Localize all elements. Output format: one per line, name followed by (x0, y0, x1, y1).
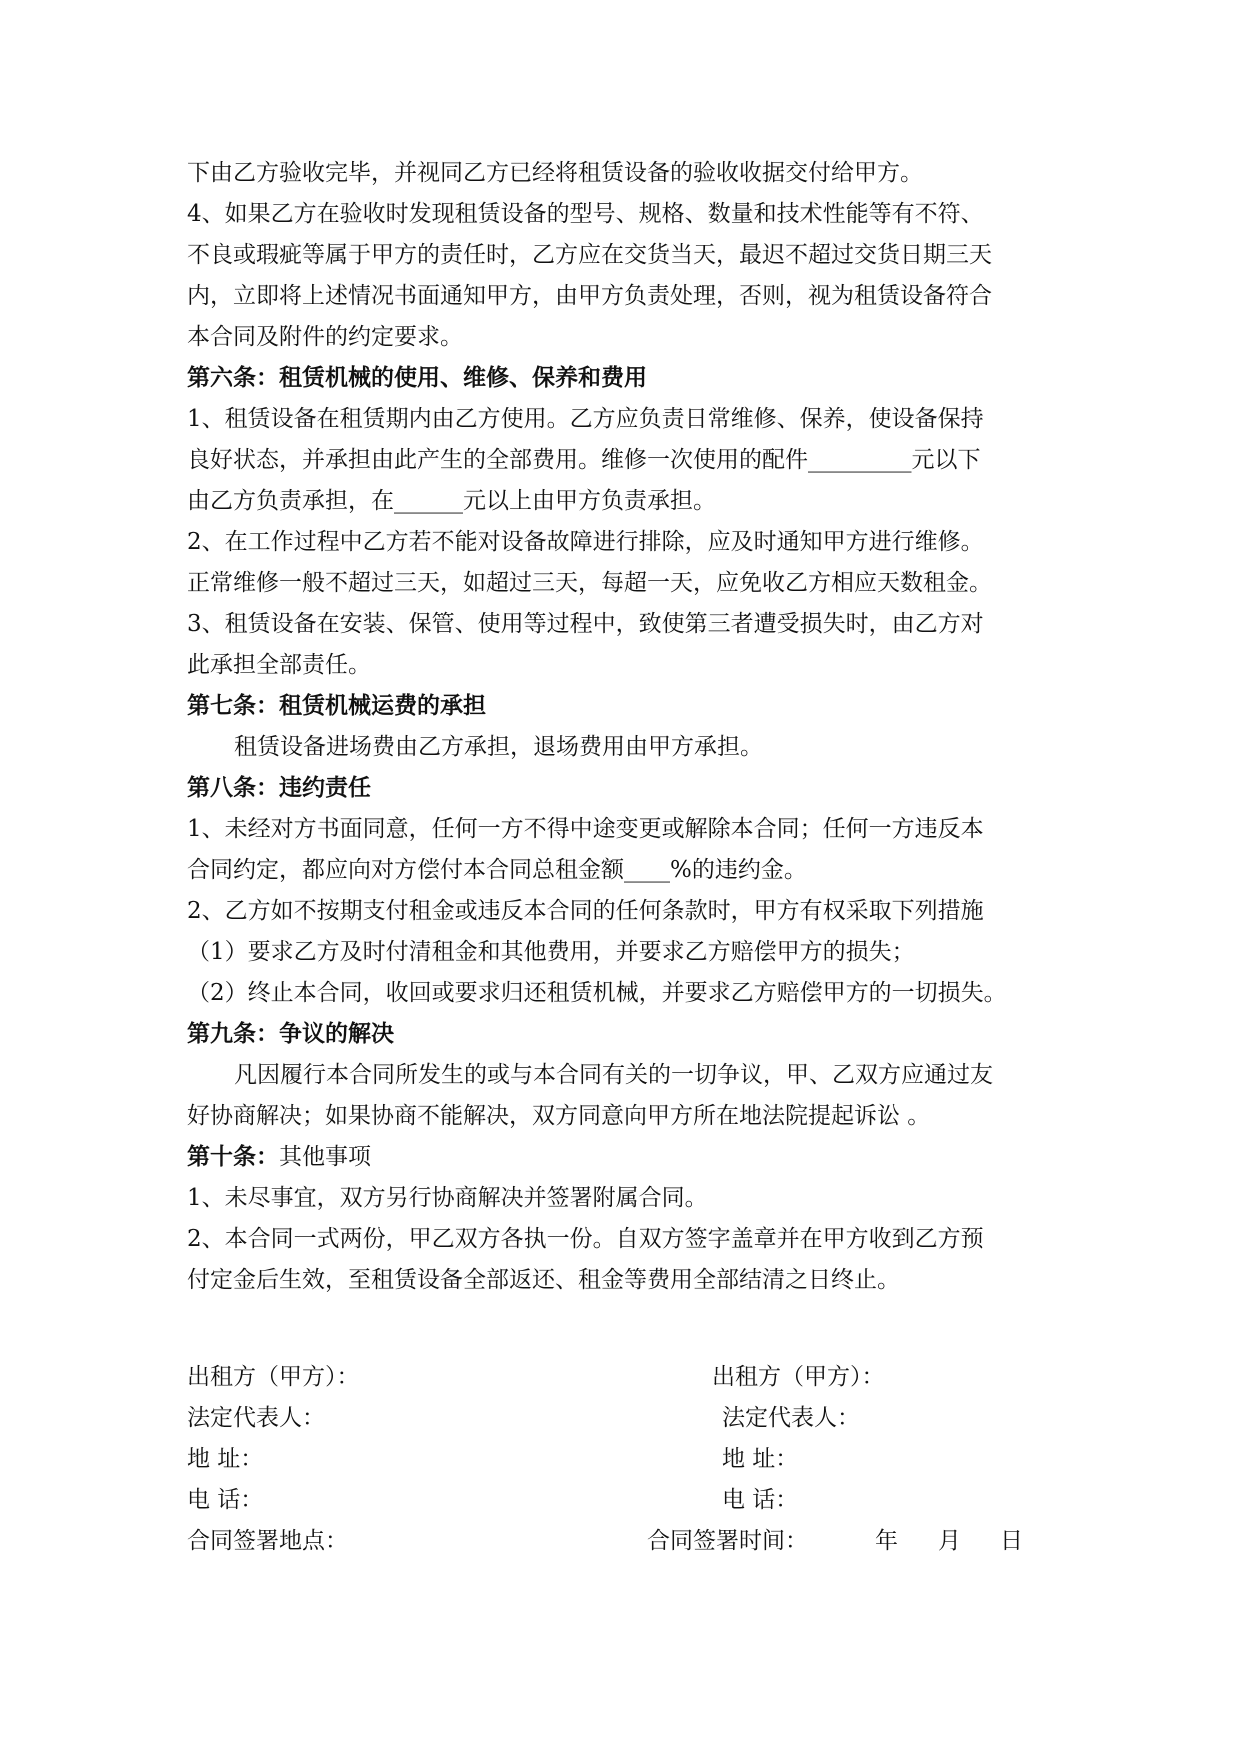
paragraph-line: （1）要求乙方及时付清租金和其他费用，并要求乙方赔偿甲方的损失； (187, 939, 915, 965)
paragraph-line: 1、未尽事宜，双方另行协商解决并签署附属合同。 (187, 1185, 708, 1211)
section-heading-10-title: 其他事项 (279, 1144, 371, 1170)
signing-place-label: 合同签署地点： (187, 1528, 348, 1554)
month-label: 月 (938, 1528, 961, 1554)
section-heading-6: 第六条：租赁机械的使用、维修、保养和费用 (187, 365, 647, 391)
section-heading-10 (187, 1142, 371, 1172)
address-label-right: 地 址： (722, 1446, 799, 1472)
paragraph-line: 此承担全部责任。 (187, 652, 371, 678)
legal-rep-label-right: 法定代表人： (722, 1405, 860, 1431)
paragraph-line: 由乙方负责承担，在______元以上由甲方负责承担。 (187, 488, 716, 514)
paragraph-line: 租赁设备进场费由乙方承担，退场费用由甲方承担。 (234, 734, 763, 760)
section-heading-10-number: 第十条： (187, 1144, 279, 1170)
paragraph-line: 付定金后生效，至租赁设备全部返还、租金等费用全部结清之日终止。 (187, 1267, 900, 1293)
paragraph-line: 本合同及附件的约定要求。 (187, 324, 463, 350)
paragraph-line: 凡因履行本合同所发生的或与本合同有关的一切争议，甲、乙双方应通过友 (234, 1062, 993, 1088)
address-label-left: 地 址： (187, 1446, 264, 1472)
section-heading-9: 第九条：争议的解决 (187, 1021, 394, 1047)
paragraph-line: 不良或瑕疵等属于甲方的责任时，乙方应在交货当天，最迟不超过交货日期三天 (187, 242, 992, 268)
paragraph-line: （2）终止本合同，收回或要求归还租赁机械，并要求乙方赔偿甲方的一切损失。 (187, 980, 1007, 1006)
day-label: 日 (1000, 1528, 1023, 1554)
paragraph-line: 内，立即将上述情况书面通知甲方，由甲方负责处理，否则，视为租赁设备符合 (187, 283, 992, 309)
paragraph-line: 好协商解决；如果协商不能解决，双方同意向甲方所在地法院提起诉讼 。 (187, 1103, 931, 1129)
section-heading-8: 第八条：违约责任 (187, 775, 371, 801)
legal-rep-label-left: 法定代表人： (187, 1405, 325, 1431)
paragraph-line: 下由乙方验收完毕，并视同乙方已经将租赁设备的验收收据交付给甲方。 (187, 160, 923, 186)
paragraph-line: 4、如果乙方在验收时发现租赁设备的型号、规格、数量和技术性能等有不符、 (187, 201, 984, 227)
signing-time-label: 合同签署时间： (647, 1528, 808, 1554)
paragraph-line: 1、未经对方书面同意，任何一方不得中途变更或解除本合同；任何一方违反本 (187, 816, 984, 842)
paragraph-line: 合同约定，都应向对方偿付本合同总租金额____%的违约金。 (187, 857, 807, 883)
lessor-label-left: 出租方（甲方）： (187, 1364, 360, 1390)
lessor-label-right: 出租方（甲方）： (712, 1364, 885, 1390)
section-heading-7: 第七条：租赁机械运费的承担 (187, 693, 486, 719)
paragraph-line: 2、乙方如不按期支付租金或违反本合同的任何条款时，甲方有权采取下列措施 (187, 898, 984, 924)
year-label: 年 (875, 1528, 898, 1554)
paragraph-line: 3、租赁设备在安装、保管、使用等过程中，致使第三者遭受损失时，由乙方对 (187, 611, 984, 637)
paragraph-line: 1、租赁设备在租赁期内由乙方使用。乙方应负责日常维修、保养，使设备保持 (187, 406, 984, 432)
paragraph-line: 2、本合同一式两份，甲乙双方各执一份。自双方签字盖章并在甲方收到乙方预 (187, 1226, 984, 1252)
paragraph-line: 正常维修一般不超过三天，如超过三天，每超一天，应免收乙方相应天数租金。 (187, 570, 992, 596)
paragraph-line: 良好状态，并承担由此产生的全部费用。维修一次使用的配件_________元以下 (187, 447, 981, 473)
phone-label-left: 电 话： (187, 1487, 264, 1513)
paragraph-line: 2、在工作过程中乙方若不能对设备故障进行排除，应及时通知甲方进行维修。 (187, 529, 984, 555)
phone-label-right: 电 话： (722, 1487, 799, 1513)
